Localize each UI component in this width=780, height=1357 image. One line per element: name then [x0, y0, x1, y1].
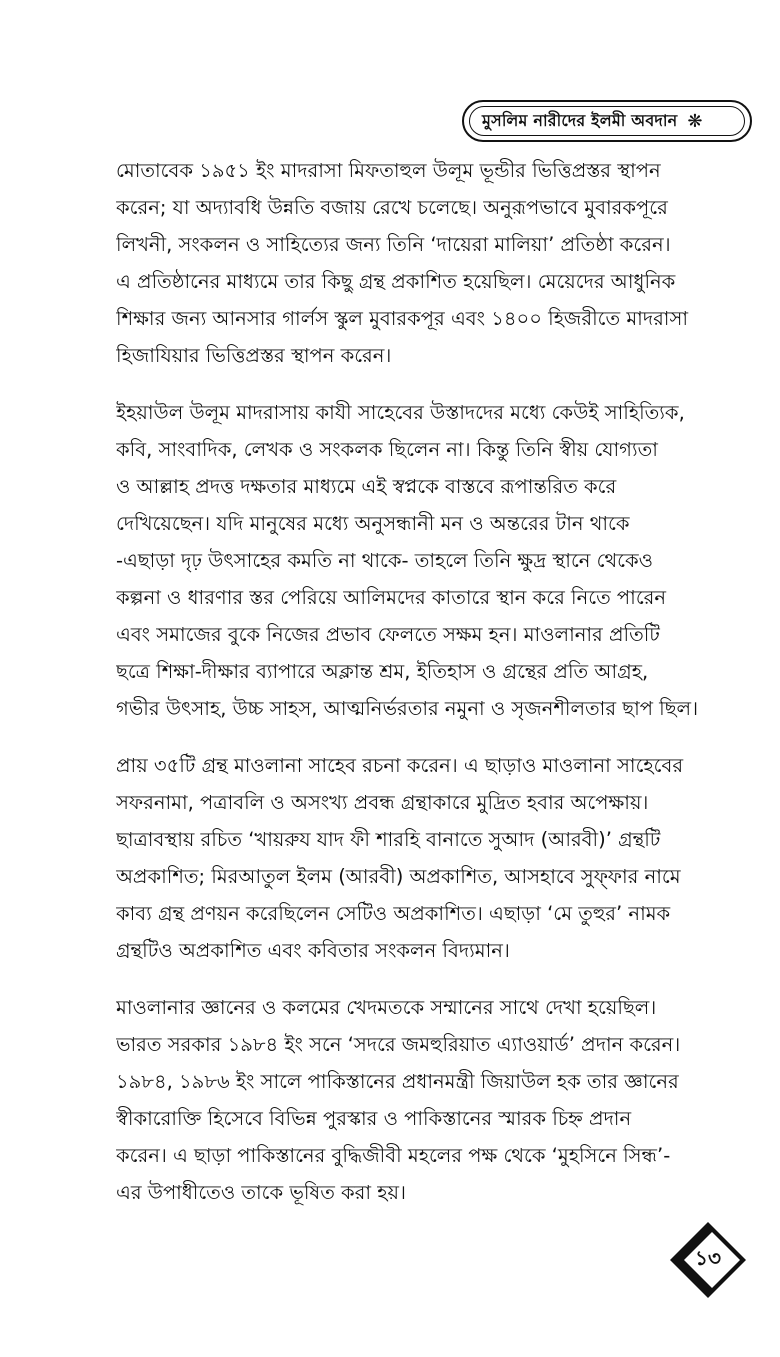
- paragraph-2: [116, 394, 750, 727]
- text-line: গ্রন্থটিও অপ্রকাশিত এবং কবিতার সংকলন বিদ্যমান।: [116, 939, 510, 962]
- text-line: ইহয়াউল উলূম মাদরাসায় কাযী সাহেবের উস্তাদদের মধ্যে কেউই সাহিত্যিক,: [116, 401, 685, 424]
- paragraph-4: [116, 989, 750, 1211]
- running-header: [462, 100, 752, 142]
- text-line: প্রায় ৩৫টি গ্রন্থ মাওলানা সাহেব রচনা করেন। এ ছাড়াও মাওলানা সাহেবের: [116, 754, 684, 777]
- text-line: ছাত্রাবস্থায় রচিত ‘খায়রুয যাদ ফী শারহি বানাতে সুআদ (আরবী)’ গ্রন্থটি: [116, 828, 661, 851]
- text-line: স্বীকারোক্তি হিসেবে বিভিন্ন পুরস্কার ও পাকিস্তানের স্মারক চিহ্ন প্রদান: [116, 1107, 632, 1130]
- text-line: কল্পনা ও ধারণার স্তর পেরিয়ে আলিমদের কাতারে স্থান করে নিতে পারেন: [116, 586, 667, 609]
- text-line: অপ্রকাশিত; মিরআতুল ইলম (আরবী) অপ্রকাশিত, আসহাবে সুফ্ফার নামে: [116, 865, 681, 888]
- text-line: মাওলানার জ্ঞানের ও কলমের খেদমতকে সম্মানের সাথে দেখা হয়েছিল।: [116, 996, 657, 1019]
- text-line: কাব্য গ্রন্থ প্রণয়ন করেছিলেন সেটিও অপ্রকাশিত। এছাড়া ‘মে তুহুর’ নামক: [116, 902, 671, 925]
- text-line: হিজাযিয়ার ভিত্তিপ্রস্তর স্থাপন করেন।: [116, 344, 392, 367]
- header-ornament-icon: ❋: [687, 110, 703, 132]
- text-line: শিক্ষার জন্য আনসার গার্লস স্কুল মুবারকপূর এবং ১৪০০ হিজরীতে মাদরাসা: [116, 307, 688, 330]
- text-line: এবং সমাজের বুকে নিজের প্রভাব ফেলতে সক্ষম হন। মাওলানার প্রতিটি: [116, 623, 660, 646]
- text-line: করেন; যা অদ্যাবধি উন্নতি বজায় রেখে চলেছে। অনুরূপভাবে মুবারকপূরে: [116, 196, 668, 219]
- paragraph-3: [116, 747, 750, 969]
- text-line: গভীর উৎসাহ, উচ্চ সাহস, আত্মনির্ভরতার নমুনা ও সৃজনশীলতার ছাপ ছিল।: [116, 697, 699, 720]
- text-line: কবি, সাংবাদিক, লেখক ও সংকলক ছিলেন না। কিন্তু তিনি স্বীয় যোগ্যতা: [116, 438, 658, 461]
- page-body: [116, 152, 750, 1231]
- paragraph-1: [116, 152, 750, 374]
- text-line: করেন। এ ছাড়া পাকিস্তানের বুদ্ধিজীবী মহলের পক্ষ থেকে ‘মুহসিনে সিন্ধ’-: [116, 1144, 671, 1167]
- text-line: ভারত সরকার ১৯৮৪ ইং সনে ‘সদরে জমহুরিয়াত এ্যাওয়ার্ড’ প্রদান করেন।: [116, 1033, 681, 1056]
- text-line: মোতাবেক ১৯৫১ ইং মাদরাসা মিফতাহুল উলূম ভূন্ডীর ভিত্তিপ্রস্তর স্থাপন: [116, 159, 661, 182]
- text-line: লিখনী, সংকলন ও সাহিত্যের জন্য তিনি ‘দায়েরা মালিয়া’ প্রতিষ্ঠা করেন।: [116, 233, 671, 256]
- page-number-badge: [668, 1220, 748, 1300]
- text-line: সফরনামা, পত্রাবলি ও অসংখ্য প্রবন্ধ গ্রন্থাকারে মুদ্রিত হবার অপেক্ষায়।: [116, 791, 649, 814]
- text-line: দেখিয়েছেন। যদি মানুষের মধ্যে অনুসন্ধানী মন ও অন্তরের টান থাকে: [116, 512, 630, 535]
- text-line: এ প্রতিষ্ঠানের মাধ্যমে তার কিছু গ্রন্থ প্রকাশিত হয়েছিল। মেয়েদের আধুনিক: [116, 270, 676, 293]
- text-line: এর উপাধীতেও তাকে ভূষিত করা হয়।: [116, 1181, 406, 1204]
- text-line: -এছাড়া দৃঢ় উৎসাহের কমতি না থাকে- তাহলে তিনি ক্ষুদ্র স্থানে থেকেও: [116, 549, 653, 572]
- page-number: ১৩: [695, 1245, 721, 1270]
- text-line: ছত্রে শিক্ষা-দীক্ষার ব্যাপারে অক্লান্ত শ্রম, ইতিহাস ও গ্রন্থের প্রতি আগ্রহ,: [116, 660, 649, 683]
- text-line: ১৯৮৪, ১৯৮৬ ইং সালে পাকিস্তানের প্রধানমন্ত্রী জিয়াউল হক তার জ্ঞানের: [116, 1070, 679, 1093]
- running-header-title: মুসলিম নারীদের ইলমী অবদান: [482, 110, 678, 130]
- text-line: ও আল্লাহ প্রদত্ত দক্ষতার মাধ্যমে এই স্বপ্নকে বাস্তবে রূপান্তরিত করে: [116, 475, 617, 498]
